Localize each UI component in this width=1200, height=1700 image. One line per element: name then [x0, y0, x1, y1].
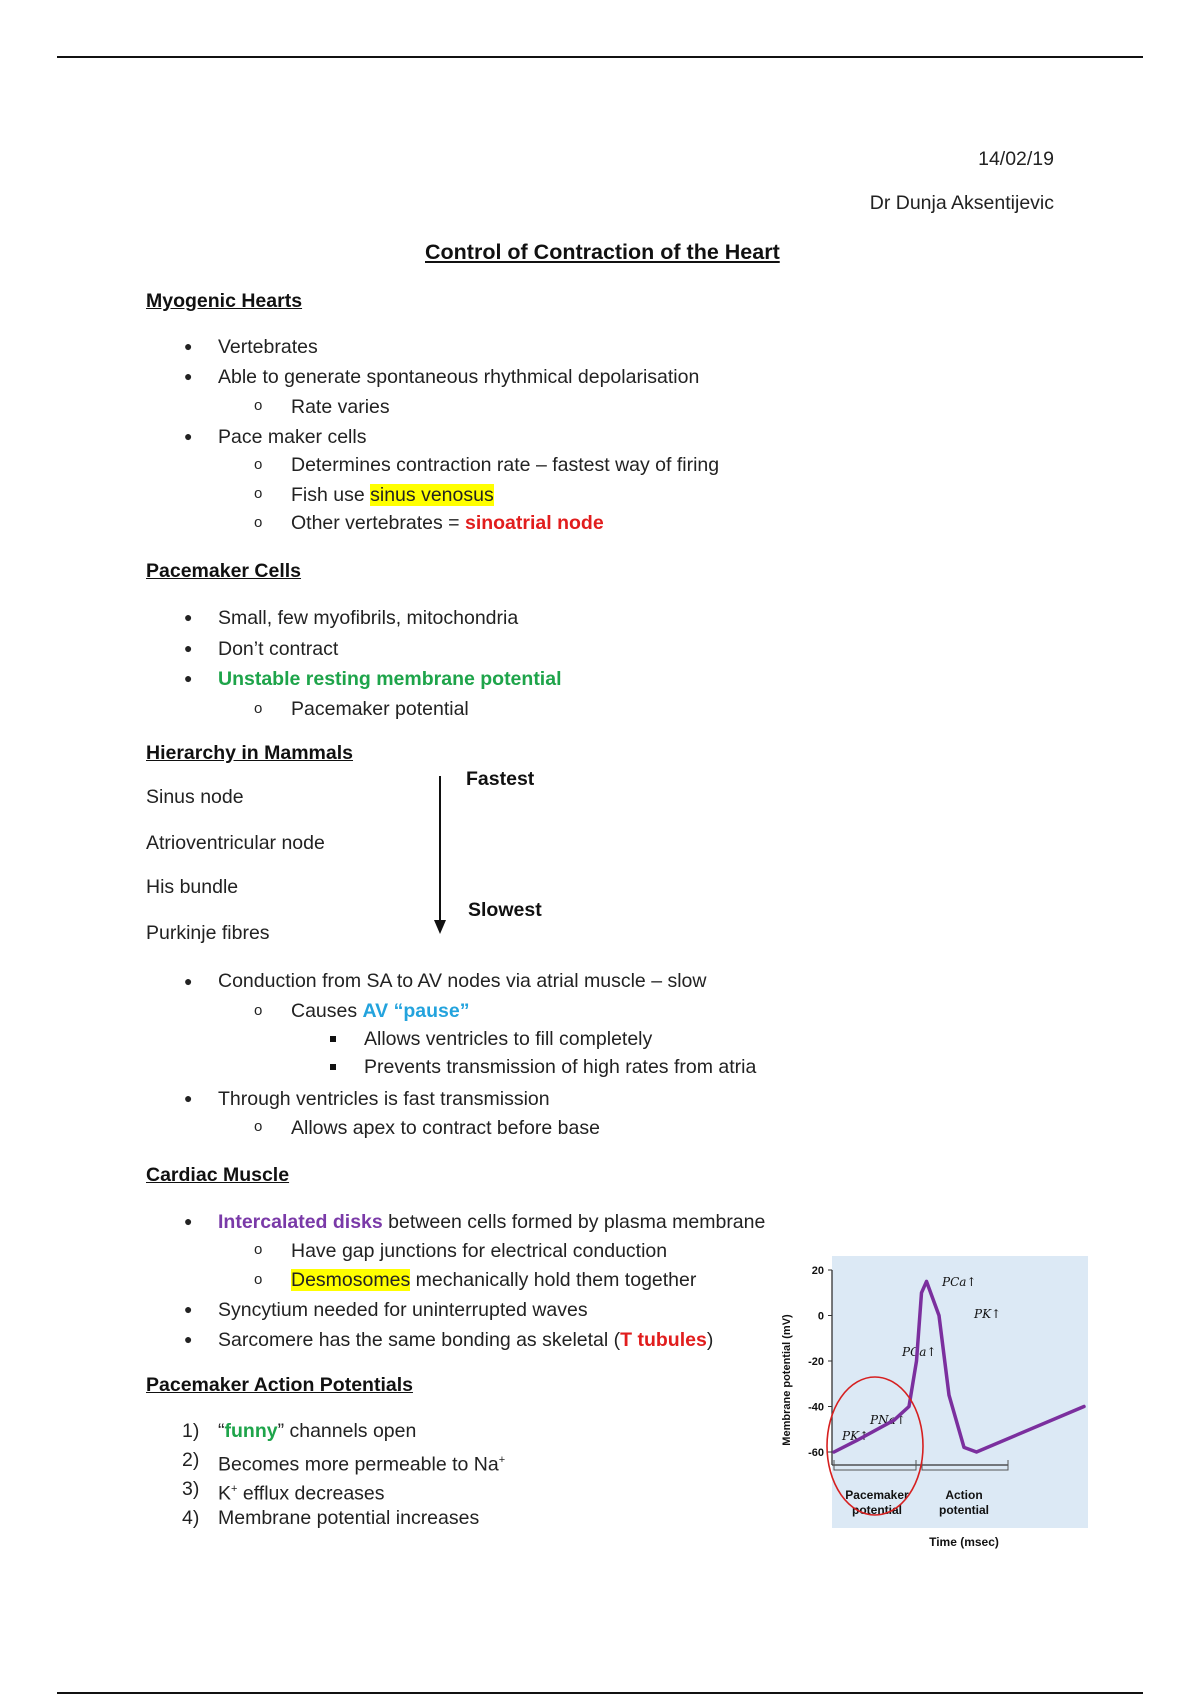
key-term: T tubules — [620, 1329, 707, 1351]
superscript: + — [498, 1454, 506, 1466]
section-heading-cardiac: Cardiac Muscle — [146, 1164, 290, 1186]
bullet: ● — [184, 1090, 193, 1106]
bullet: ● — [184, 640, 193, 656]
bullet: ● — [184, 428, 193, 444]
bullet: ● — [184, 1301, 193, 1317]
speed-arrow — [430, 774, 450, 936]
numbered-item: Membrane potential increases — [218, 1507, 480, 1529]
date: 14/02/19 — [978, 148, 1054, 170]
x-axis-label: Time (msec) — [929, 1535, 999, 1549]
slowest-label: Slowest — [468, 899, 542, 921]
author: Dr Dunja Aksentijevic — [869, 192, 1054, 214]
sub-list-item: Rate varies — [291, 396, 390, 418]
sub-list-item — [291, 1000, 469, 1022]
numbered-marker: 1) — [182, 1420, 200, 1442]
sub-list-item: Determines contraction rate – fastest way of firing — [291, 454, 720, 476]
numbered-item — [218, 1478, 385, 1505]
list-item: Through ventricles is fast transmission — [218, 1088, 550, 1110]
numbered-item — [218, 1420, 416, 1442]
top-rule — [57, 56, 1143, 58]
annotation-pna: PNa↑ — [870, 1413, 906, 1427]
highlighted-term: Desmosomes — [291, 1269, 411, 1291]
square-bullet — [330, 1036, 336, 1042]
page-title: Control of Contraction of the Heart — [425, 240, 780, 264]
key-term: funny — [224, 1420, 278, 1442]
highlighted-term: sinus venosus — [370, 484, 494, 506]
hierarchy-item: Purkinje fibres — [146, 922, 270, 944]
bullet: ● — [184, 1213, 193, 1229]
bullet: ● — [184, 609, 193, 625]
sub-sub-list-item: Prevents transmission of high rates from atria — [364, 1056, 757, 1078]
sub-bullet: o — [254, 700, 263, 717]
text-run: “ — [218, 1420, 225, 1442]
annotation-pca: PCa↑ — [902, 1345, 937, 1359]
bullet: ● — [184, 973, 193, 989]
text-run: efflux decreases — [237, 1482, 385, 1505]
sub-bullet: o — [254, 514, 263, 531]
list-item: Small, few myofibrils, mitochondria — [218, 607, 519, 629]
numbered-marker: 2) — [182, 1449, 200, 1471]
hierarchy-item: Atrioventricular node — [146, 832, 325, 854]
key-term: Intercalated disks — [218, 1211, 383, 1233]
text-run: Fish use — [291, 484, 371, 506]
bullet: ● — [184, 338, 193, 354]
phase-label-pacemaker: potential — [852, 1503, 902, 1517]
sub-list-item — [291, 1269, 696, 1291]
list-item: Conduction from SA to AV nodes via atrial muscle – slow — [218, 970, 707, 992]
fastest-label: Fastest — [466, 768, 535, 790]
numbered-item — [218, 1449, 505, 1476]
text-run: mechanically hold them together — [410, 1269, 697, 1291]
list-item: Syncytium needed for uninterrupted waves — [218, 1299, 588, 1321]
sub-list-item: Have gap junctions for electrical conduction — [291, 1240, 668, 1262]
text-run: between cells formed by plasma membrane — [382, 1211, 766, 1233]
text-run: Becomes more permeable to Na — [218, 1453, 499, 1476]
key-term: AV “pause” — [362, 1000, 470, 1022]
list-item — [218, 1329, 713, 1351]
bottom-rule — [57, 1692, 1143, 1694]
sub-list-item: Allows apex to contract before base — [291, 1117, 600, 1139]
y-axis-label: Membrane potential (mV) — [781, 1314, 793, 1446]
annotation-pk: PK↑ — [842, 1429, 870, 1443]
key-term: sinoatrial node — [464, 512, 604, 534]
list-item: Pace maker cells — [218, 426, 367, 448]
text-run: ” channels open — [277, 1420, 417, 1442]
square-bullet — [330, 1064, 336, 1070]
sub-list-item — [291, 484, 494, 506]
phase-label-action: Action — [945, 1488, 983, 1502]
sub-sub-list-item: Allows ventricles to fill completely — [364, 1028, 653, 1050]
sub-bullet: o — [254, 485, 263, 502]
y-tick-label: 0 — [817, 1310, 824, 1323]
numbered-marker: 3) — [182, 1478, 200, 1500]
y-tick-label: 20 — [811, 1265, 824, 1277]
bullet: ● — [184, 1331, 193, 1347]
list-item — [218, 1211, 765, 1233]
y-tick-label: -20 — [808, 1356, 824, 1368]
sub-bullet: o — [254, 397, 263, 414]
sub-bullet: o — [254, 1271, 263, 1288]
list-item: Vertebrates — [218, 336, 318, 358]
list-item: Unstable resting membrane potential — [218, 668, 562, 690]
sub-list-item — [291, 512, 604, 534]
numbered-marker: 4) — [182, 1507, 200, 1529]
annotation-pca-peak: PCa↑ — [942, 1275, 977, 1289]
text-run: Causes — [291, 1000, 363, 1022]
sub-bullet: o — [254, 456, 263, 473]
section-heading-pacemaker-ap: Pacemaker Action Potentials — [146, 1374, 413, 1396]
hierarchy-item: Sinus node — [146, 786, 244, 808]
membrane-potential-chart — [770, 1250, 1100, 1560]
list-item: Able to generate spontaneous rhythmical depolarisation — [218, 366, 700, 388]
text-run: ) — [706, 1329, 714, 1351]
text-run: K — [218, 1482, 232, 1505]
section-heading-hierarchy: Hierarchy in Mammals — [146, 742, 354, 764]
phase-label-pacemaker: Pacemaker — [845, 1488, 909, 1502]
text-run: Sarcomere has the same bonding as skeletal ( — [218, 1329, 621, 1351]
bullet: ● — [184, 670, 193, 686]
annotation-pk-repol: PK↑ — [974, 1307, 1002, 1321]
superscript: + — [231, 1483, 238, 1495]
bullet: ● — [184, 368, 193, 384]
phase-label-action: potential — [939, 1503, 989, 1517]
section-heading-myogenic: Myogenic Hearts — [146, 290, 303, 312]
section-heading-pacemaker-cells: Pacemaker Cells — [146, 560, 302, 582]
y-tick-label: -40 — [808, 1401, 824, 1414]
hierarchy-item: His bundle — [146, 876, 239, 898]
sub-bullet: o — [254, 1241, 263, 1258]
sub-list-item: Pacemaker potential — [291, 698, 469, 720]
sub-bullet: o — [254, 1118, 263, 1135]
list-item: Don’t contract — [218, 638, 339, 660]
text-run: Other vertebrates = — [291, 512, 465, 534]
sub-bullet: o — [254, 1002, 263, 1019]
y-tick-label: -60 — [808, 1447, 824, 1459]
